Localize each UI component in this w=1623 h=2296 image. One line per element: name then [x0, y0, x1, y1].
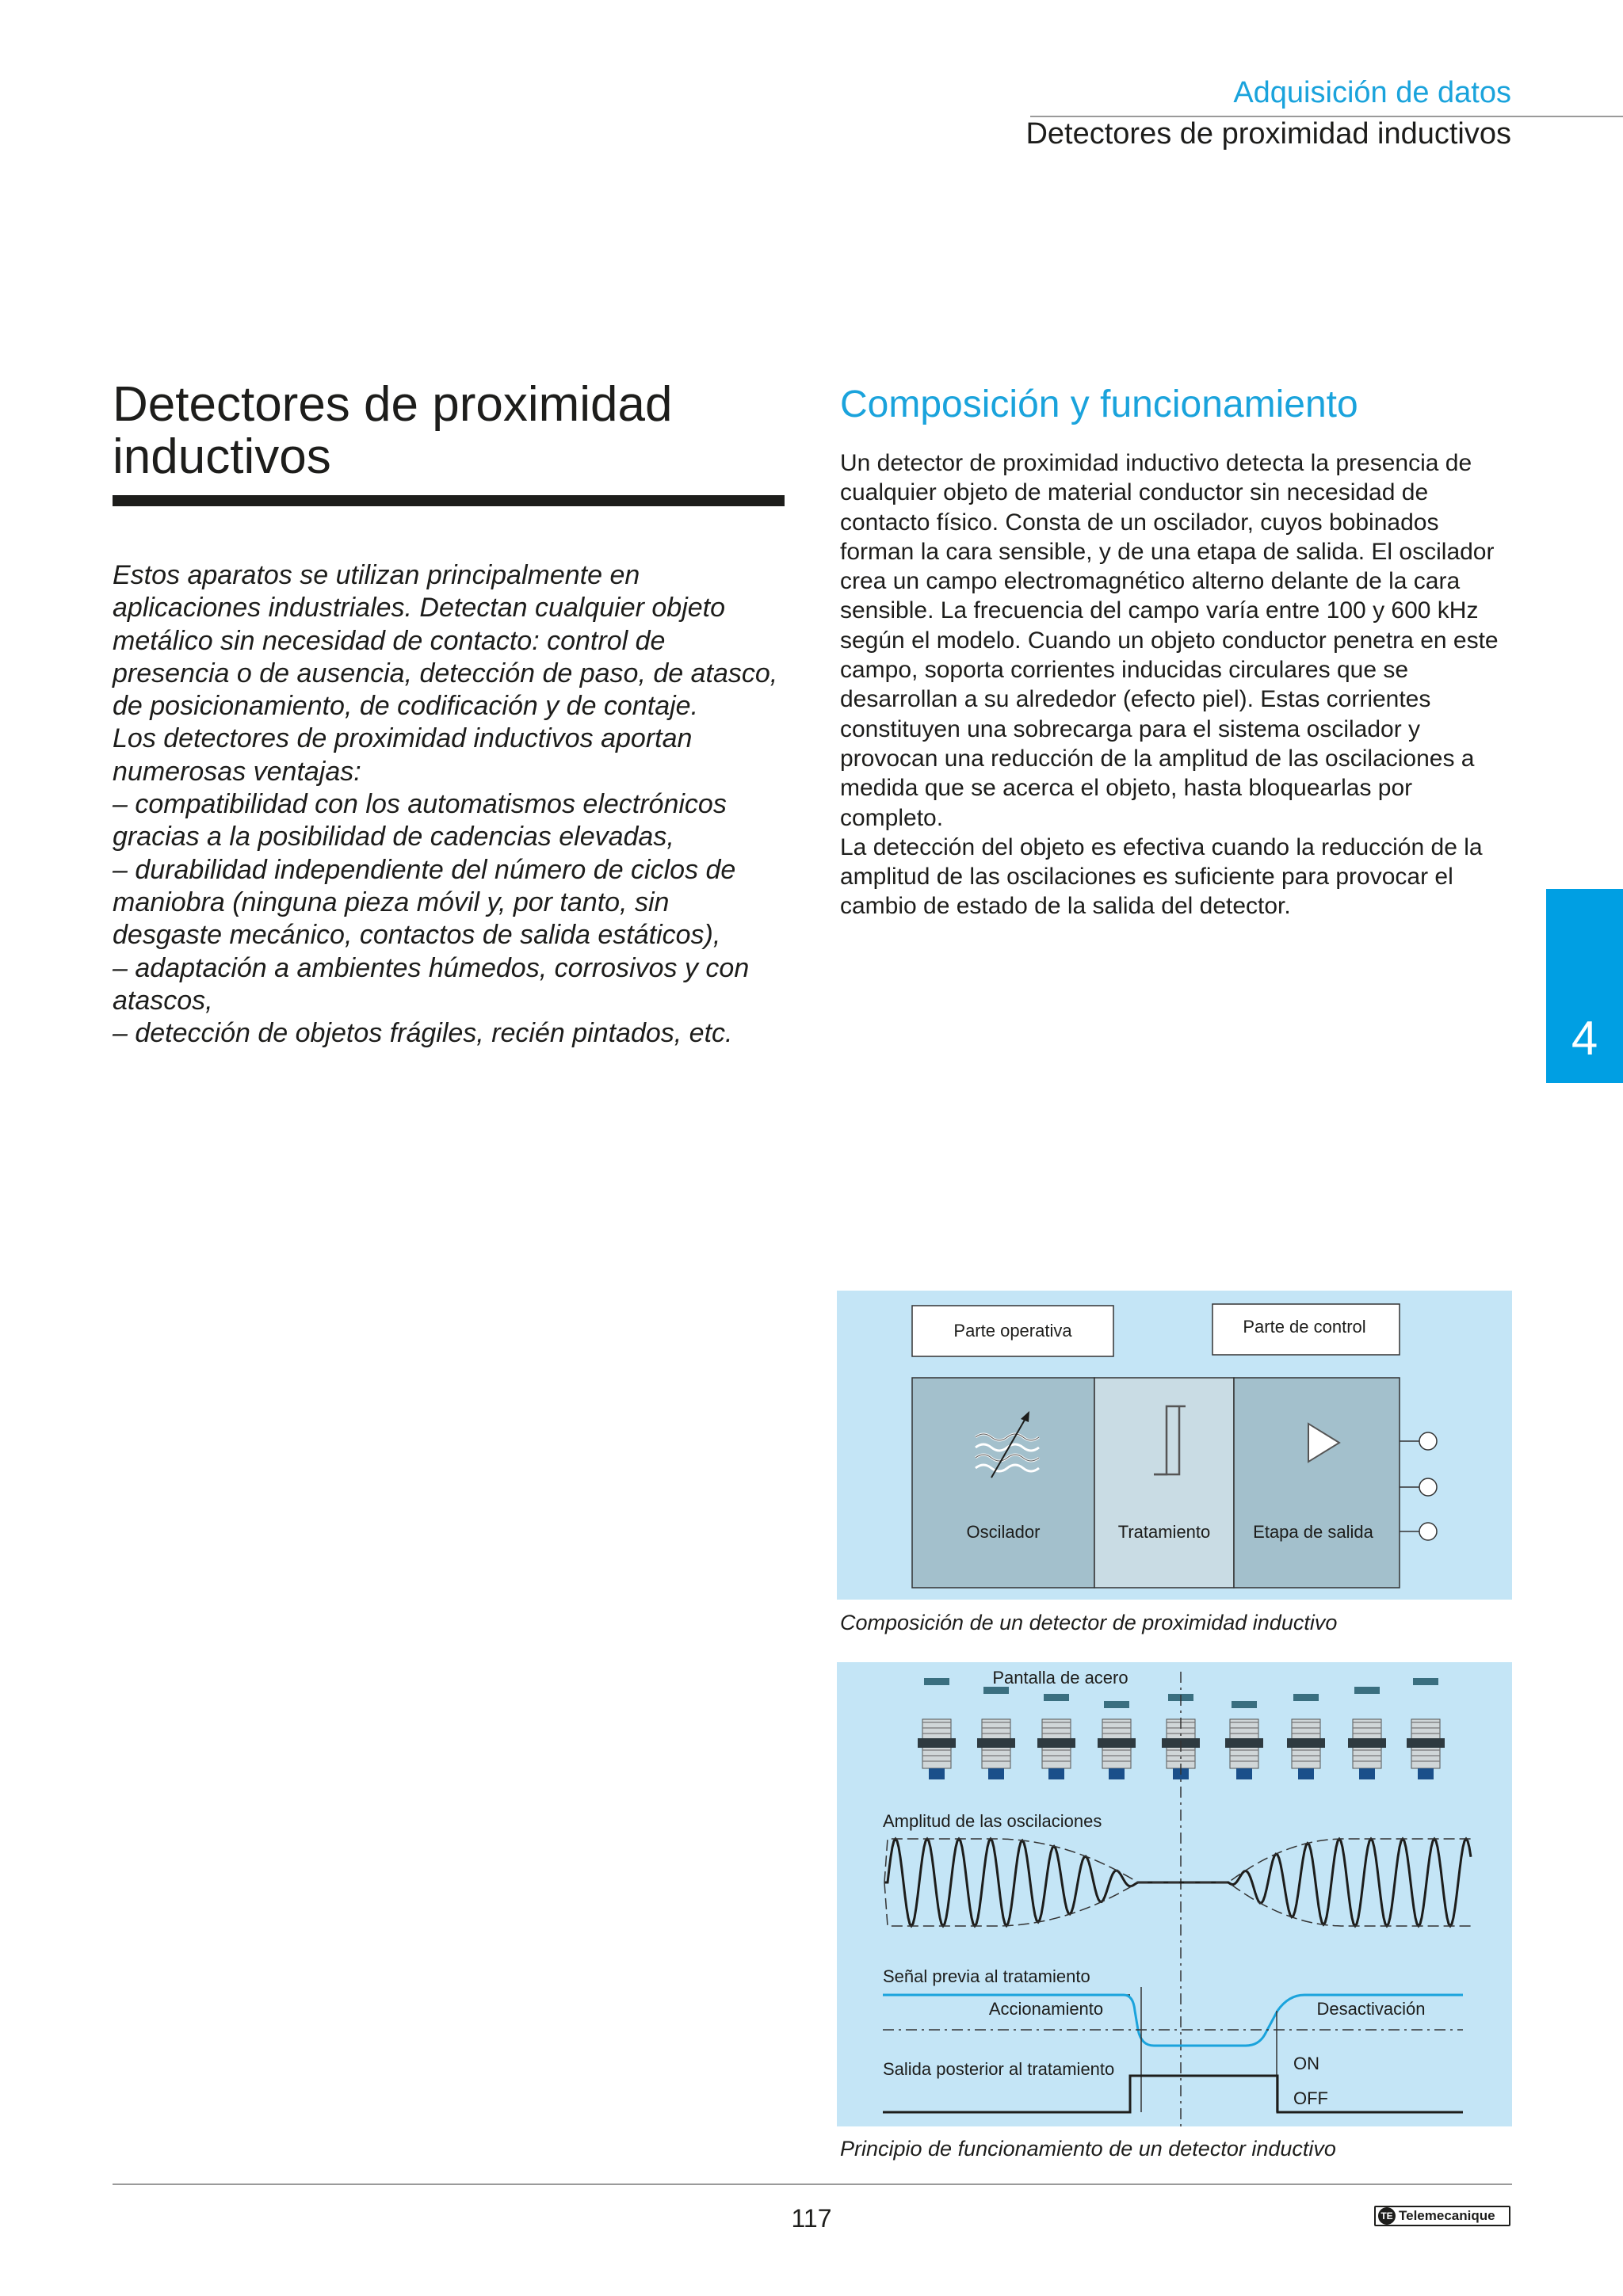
terminal-icon — [1419, 1523, 1437, 1540]
page-number: 117 — [791, 2204, 832, 2233]
chapter-tab — [1546, 889, 1623, 1083]
steel-screen — [1293, 1694, 1319, 1701]
section-title: Composición y funcionamiento — [840, 383, 1358, 425]
steel-screen — [924, 1678, 949, 1685]
body-paragraph: La detección del objeto es efectiva cuando la reducción de la amplitud de las oscilaciones es suficiente para provocar el cambio de estado de la salida del detector. — [840, 833, 1483, 920]
oscilador-label: Oscilador — [966, 1522, 1041, 1542]
accionamiento-label: Accionamiento — [988, 1999, 1104, 2019]
steel-screen — [1104, 1701, 1129, 1708]
brand-logo — [1374, 2206, 1510, 2226]
figure2-caption: Principio de funcionamiento de un detector inductivo — [840, 2137, 1336, 2161]
senal-label: Señal previa al tratamiento — [883, 1966, 1090, 1986]
operating-principle-diagram — [837, 1662, 1512, 2126]
steel-screen — [1232, 1701, 1257, 1708]
etapa-block — [1234, 1378, 1400, 1588]
terminal-icon — [1419, 1478, 1437, 1496]
title-underline — [113, 495, 785, 506]
steel-screen — [1044, 1694, 1069, 1701]
off-label: OFF — [1293, 2088, 1328, 2108]
brand-mark-icon: TE — [1378, 2207, 1396, 2225]
intro-paragraph: Estos aparatos se utilizan principalmente en aplicaciones industriales. Detectan cualquier objeto metálico sin necesidad de contacto: control de presencia o de ausencia, detección de paso, de atasco, de posicionamiento, de codificación y de contaje. — [113, 560, 778, 722]
intro-list-item: – durabilidad independiente del número de ciclos de maniobra (ninguna pieza móvil y, por tanto, sin desgaste mecánico, contactos de salida estáticos), — [113, 854, 736, 951]
steel-screen — [1354, 1687, 1380, 1694]
intro-paragraph: Los detectores de proximidad inductivos aportan numerosas ventajas: — [113, 723, 693, 787]
intro-list-item: – detección de objetos frágiles, recién pintados, etc. — [113, 1018, 733, 1049]
etapa-label: Etapa de salida — [1253, 1522, 1373, 1542]
terminal-icon — [1419, 1432, 1437, 1450]
control-label: Parte de control — [1243, 1317, 1366, 1337]
steel-screen — [983, 1687, 1009, 1694]
page-title-line: Detectores de proximidad — [113, 377, 673, 432]
on-label: ON — [1293, 2054, 1319, 2073]
tratamiento-block — [1094, 1378, 1234, 1588]
pantalla-label: Pantalla de acero — [992, 1668, 1128, 1688]
brand-name: Telemecanique — [1399, 2208, 1495, 2223]
composition-diagram — [837, 1291, 1512, 1600]
chapter-number: 4 — [1571, 1012, 1598, 1065]
tratamiento-label: Tratamiento — [1117, 1522, 1211, 1542]
page-title-line: inductivos — [113, 429, 331, 484]
page-title — [113, 379, 794, 483]
amplitud-label: Amplitud de las oscilaciones — [883, 1811, 1102, 1831]
intro-list-item: – compatibilidad con los automatismos electrónicos gracias a la posibilidad de cadencias elevadas, — [113, 789, 727, 852]
oscilador-block — [912, 1378, 1094, 1588]
intro-list-item: – adaptación a ambientes húmedos, corrosivos y con atascos, — [113, 952, 750, 1016]
header-subsection-title: Detectores de proximidad inductivos — [1025, 117, 1511, 151]
header-section-title: Adquisición de datos — [1233, 76, 1511, 109]
intro-text — [113, 559, 778, 1050]
steel-screen — [1413, 1678, 1438, 1685]
footer-divider — [113, 2183, 1512, 2185]
section-body — [840, 448, 1510, 921]
figure1-caption: Composición de un detector de proximidad inductivo — [840, 1611, 1338, 1634]
body-paragraph: Un detector de proximidad inductivo detecta la presencia de cualquier objeto de material conductor sin necesidad de contacto físico. Consta de un oscilador, cuyos bobinados forman la cara sensible, y de una etapa de salida. El oscilador crea un campo electromagnético alterno delante de la cara sensible. La frecuencia del campo varía entre 100 y 600 kHz según el modelo. Cuando un objeto conductor penetra en este campo, soporta corrientes inducidas circulares que se desarrollan a su alrededor (efecto piel). Estas corrientes constituyen una sobrecarga para el sistema oscilador y provocan una reducción de la amplitud de las oscilaciones a medida que se acerca el objeto, hasta bloquearlas por completo. — [840, 450, 1499, 831]
desactivacion-label: Desactivación — [1316, 1999, 1426, 2019]
operativa-label: Parte operativa — [953, 1321, 1072, 1341]
salida-label: Salida posterior al tratamiento — [883, 2059, 1115, 2079]
